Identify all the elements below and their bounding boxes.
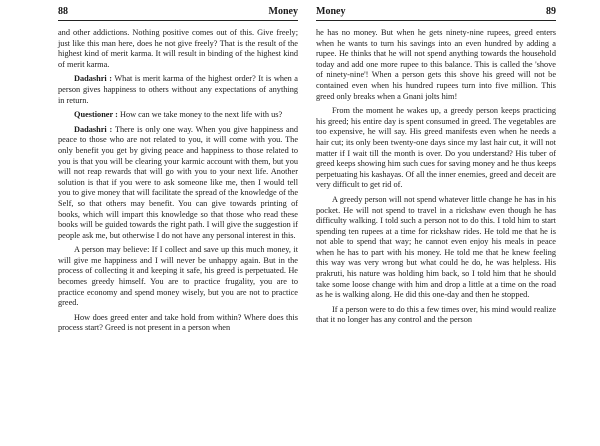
- left-page: [58, 0, 298, 446]
- paragraph: [58, 313, 298, 334]
- right-page-body: [316, 28, 556, 326]
- paragraph: [58, 110, 298, 121]
- paragraph-text: he has no money. But when he gets ninety-nine rupees, greed enters when he wants to turn his savings into an even hundred by adding a rupee. He thinks that he will not spend anything towards the household today and add one more rupee to this balance. This is called the 'shove of ninety-nine'! When a person gets this shove his greed will not be contained even when his hundred rupees turn into five million. This greed only breaks when a Gnani jolts him!: [316, 28, 556, 101]
- left-running-title: Money: [268, 6, 298, 17]
- speaker-label: Dadashri :: [74, 74, 112, 84]
- right-running-title: Money: [316, 6, 346, 17]
- paragraph-text: A greedy person will not spend whatever little change he has in his pocket. He will not spend to travel in a rickshaw even though he has difficulty walking. I told such a person not to do this. I told him to start spending ten rupees at a time for rickshaw rides. He told me that he is not able to spend that way; he cannot even enjoy his meals in peace when he has to part with his money. He told me that he knew feeling this way was very wrong but what could he do, he was helpless. His prakruti, his nature was holding him back, so I told him that he should take some loose change with him and drop a little at a time on the road as he is walking along. He did this one-day and then he stopped.: [316, 194, 556, 300]
- paragraph-text: What is merit karma of the highest order? It is when a person gives happiness to others without any expectations of anything in return.: [58, 74, 298, 105]
- speaker-label: Questioner :: [74, 110, 118, 120]
- speaker-label: Dadashri :: [74, 124, 113, 134]
- paragraph: [316, 305, 556, 326]
- left-header-rule: [58, 20, 298, 21]
- paragraph-text: and other addictions. Nothing positive comes out of this. Give freely; just like this man here, does he not give freely? That is the result of the highest kind of merit karma. It will result in binding of the highest kind of merit karma.: [58, 28, 298, 69]
- paragraph: [316, 195, 556, 301]
- right-page-header: [316, 2, 556, 18]
- right-header-rule: [316, 20, 556, 21]
- paragraph-text: How can we take money to the next life with us?: [117, 110, 283, 120]
- paragraph: [58, 28, 298, 70]
- right-page: [316, 0, 556, 446]
- left-page-body: [58, 28, 298, 334]
- paragraph-text: There is only one way. When you give happiness and peace to those who are not related to you, it will come with you. The only benefit you get by giving peace and happiness to those related to you is that you will be clearing your karmic account with them, but you will not reap rewards that will go with you to your next life. Another solution is that if you were to ask someone like me, then I would tell you to give money that will facilitate the spread of the knowledge of the Self, so that others may benefit. You can give towards printing of books, which will impart this knowledge so that those who read these books will be guided towards the right path. I will give the suggestion if people ask me, but otherwise I do not have any personal interest in this.: [58, 124, 298, 240]
- paragraph-text: From the moment he wakes up, a greedy person keeps practicing his greed; his entire day is spent consumed in greed. The vegetables are too expensive, he will say. His greed manifests even when he needs a hair cut; its only been twenty-one days since my last hair cut, it will not matter if I wait till the month is over. Do you understand? His tuber of greed keeps showing him such cues for saving money and he thus keeps perpetuating his kashayas. Of all the inner enemies, greed and deceit are very difficult to get rid of.: [316, 106, 556, 190]
- paragraph-text: A person may believe: If I collect and save up this much money, it will give me happiness and I will never be unhappy again. But in the process of collecting it and keeping it safe, his greed is perpetuated. He becomes greedy himself. You are to practice frugality, you are to practice economy and spend money wisely, but you are not to practice greed.: [58, 245, 298, 308]
- paragraph: [58, 245, 298, 309]
- paragraph: [316, 28, 556, 102]
- paragraph-text: How does greed enter and take hold from within? Where does this process start? Greed is not present in a person when: [58, 312, 298, 333]
- paragraph: [58, 125, 298, 242]
- left-page-number: 88: [58, 6, 68, 17]
- paragraph: [316, 106, 556, 191]
- paragraph: [58, 74, 298, 106]
- paragraph-text: If a person were to do this a few times over, his mind would realize that it no longer has any control and the person: [316, 304, 556, 325]
- left-page-header: [58, 2, 298, 18]
- right-page-number: 89: [546, 6, 556, 17]
